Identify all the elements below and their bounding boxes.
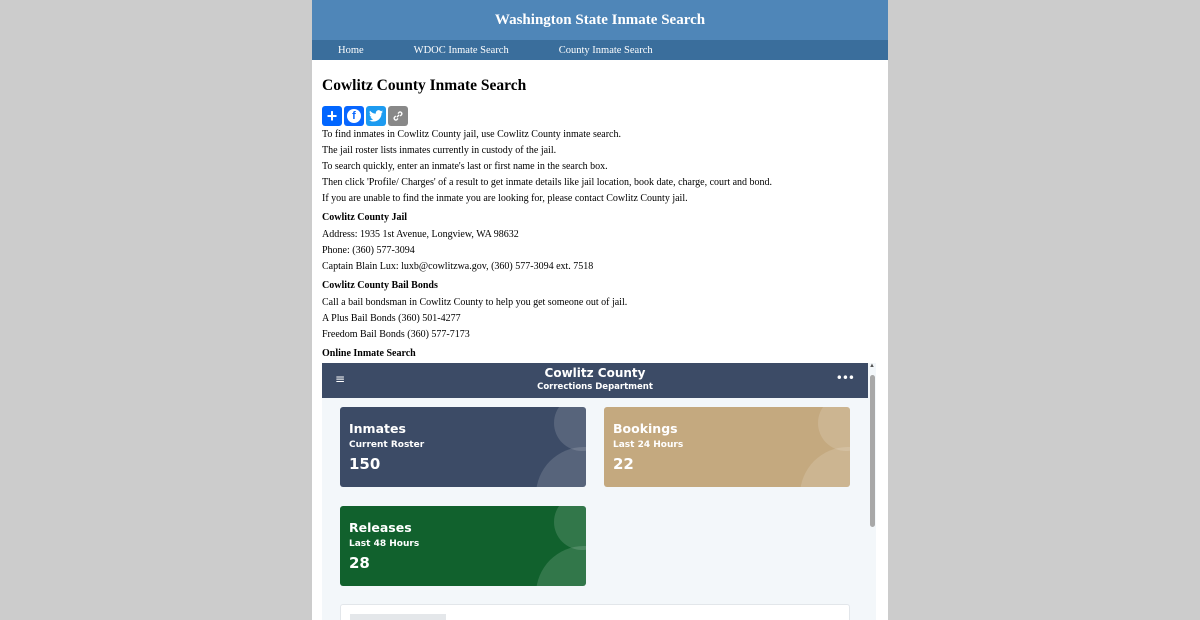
share-buttons xyxy=(322,106,878,126)
inmates-stat-card[interactable] xyxy=(340,407,586,487)
intro-line: The jail roster lists inmates currently in custody of the jail. xyxy=(322,145,557,156)
stat-card-subtitle: Last 24 Hours xyxy=(613,440,684,450)
decorative-circle xyxy=(554,407,586,451)
search-panel xyxy=(340,604,850,620)
hamburger-menu-icon[interactable]: ≡ xyxy=(335,372,346,386)
bail-line: A Plus Bail Bonds (360) 501-4277 xyxy=(322,313,461,324)
bail-section-title: Cowlitz County Bail Bonds xyxy=(322,280,438,291)
decorative-circle xyxy=(536,546,586,586)
intro-line: Then click 'Profile/ Charges' of a result to get inmate details like jail location, book date, charge, court and bond. xyxy=(322,177,773,188)
app-subtitle: Corrections Department xyxy=(537,382,653,392)
twitter-icon[interactable] xyxy=(366,106,386,126)
app-title: Cowlitz County xyxy=(544,366,646,380)
bail-line: Call a bail bondsman in Cowlitz County to help you get someone out of jail. xyxy=(322,297,628,308)
intro-line: To find inmates in Cowlitz County jail, use Cowlitz County inmate search. xyxy=(322,129,621,140)
stat-card-title: Bookings xyxy=(613,421,678,436)
jail-address: Address: 1935 1st Avenue, Longview, WA 98632 xyxy=(322,229,519,240)
scrollbar-thumb[interactable] xyxy=(870,375,875,527)
jail-section-title: Cowlitz County Jail xyxy=(322,212,407,223)
share-plus-icon[interactable]: + xyxy=(322,106,342,126)
decorative-circle xyxy=(554,506,586,550)
intro-line: If you are unable to find the inmate you are looking for, please contact Cowlitz County jail. xyxy=(322,193,688,204)
intro-text xyxy=(322,127,878,207)
embed-scrollbar[interactable] xyxy=(868,363,876,620)
releases-stat-card[interactable] xyxy=(340,506,586,586)
nav-link-wdoc-inmate-search[interactable]: WDOC Inmate Search xyxy=(413,44,509,56)
scroll-up-arrow-icon[interactable]: ▲ xyxy=(869,363,875,369)
jail-captain-contact: Captain Blain Lux: luxb@cowlitzwa.gov, (360) 577-3094 ext. 7518 xyxy=(322,261,594,272)
stat-card-value: 22 xyxy=(613,455,634,473)
site-nav xyxy=(312,40,888,60)
facebook-icon[interactable]: f xyxy=(344,106,364,126)
page-title: Cowlitz County Inmate Search xyxy=(322,77,527,94)
main-content xyxy=(312,77,888,362)
jail-info xyxy=(322,227,878,275)
decorative-circle xyxy=(818,407,850,451)
bail-info xyxy=(322,295,878,343)
copy-link-icon[interactable] xyxy=(388,106,408,126)
decorative-circle xyxy=(800,447,850,487)
bail-line: Freedom Bail Bonds (360) 577-7173 xyxy=(322,329,470,340)
loading-placeholder xyxy=(350,614,446,620)
nav-link-county-inmate-search[interactable]: County Inmate Search xyxy=(558,44,653,56)
site-header xyxy=(312,0,888,40)
stat-card-title: Inmates xyxy=(349,421,406,436)
stat-card-value: 28 xyxy=(349,554,370,572)
nav-link-home[interactable]: Home xyxy=(338,44,364,56)
more-horizontal-icon[interactable]: ••• xyxy=(835,371,854,385)
page-container xyxy=(312,0,888,620)
stat-card-title: Releases xyxy=(349,520,412,535)
inmate-search-embed[interactable] xyxy=(322,363,876,620)
stat-card-subtitle: Last 48 Hours xyxy=(349,539,420,549)
app-header-bar xyxy=(322,363,868,398)
intro-line: To search quickly, enter an inmate's last or first name in the search box. xyxy=(322,161,608,172)
decorative-circle xyxy=(536,447,586,487)
site-title[interactable]: Washington State Inmate Search xyxy=(494,12,706,28)
stat-card-value: 150 xyxy=(349,455,381,473)
online-search-title: Online Inmate Search xyxy=(322,348,416,359)
bookings-stat-card[interactable] xyxy=(604,407,850,487)
stat-card-subtitle: Current Roster xyxy=(349,440,425,450)
jail-phone: Phone: (360) 577-3094 xyxy=(322,245,415,256)
